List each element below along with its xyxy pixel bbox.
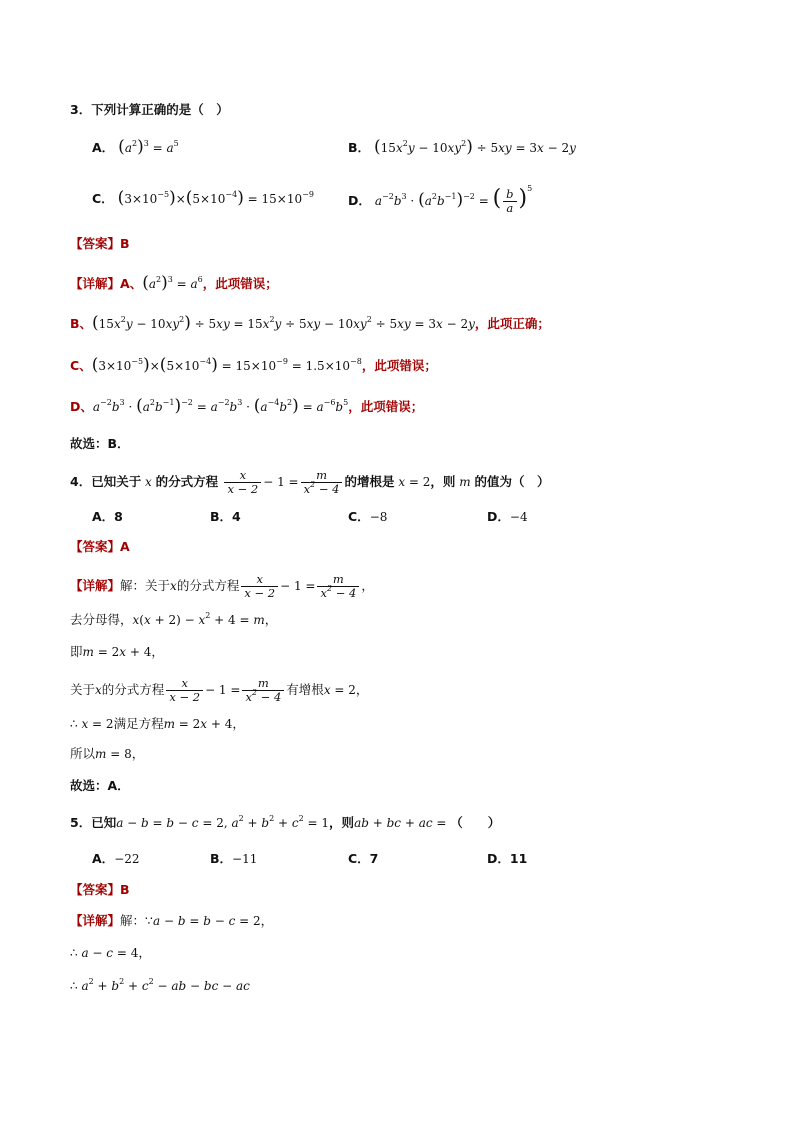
q3-option-d: D． $a^{-2}b^3 \cdot (a^2b^{-1})^{-2}$ = ( $\frac{b}{a}$ )$^5$ [348, 184, 533, 215]
q4-step-3: 关于x的分式方程 $\frac{x}{x - 2}$ − 1 = $\frac{m}{x^2 - 4}$ 有增根x = 2， [70, 676, 369, 704]
q4-stem: 4．已知关于 x 的分式方程 $\frac{x}{x - 2}$ − 1 = $\frac{m}{x^2 - 4}$ 的增根是 x = 2，则 m 的值为（ ） [70, 468, 550, 496]
q3-option-d-formula: $a^{-2}b^3 \cdot (a^2b^{-1})^{-2}$ = ( $\frac{b}{a}$ )$^5$ [374, 184, 533, 215]
q3-option-a-formula: $(a^2)^3 = a^5$ [118, 137, 179, 157]
q5-option-d: D．11 [487, 851, 528, 866]
q4-step-5: 所以m = 8， [70, 746, 145, 761]
q3-explain-b-formula: $(15x^2y - 10xy^2) \div 5xy = 15x^2y \div 5xy - 10xy^2 \div 5xy = 3x - 2y$ [92, 313, 475, 333]
q3-explain-b: B、$(15x^2y - 10xy^2) \div 5xy = 15x^2y \div 5xy - 10xy^2 \div 5xy = 3x - 2y$，此项正确； [70, 313, 550, 333]
q4-step-2: 即m = 2x + 4， [70, 644, 164, 659]
q4-option-c: C．−8 [348, 509, 388, 524]
q3-option-b: B． $(15x^2y - 10xy^2) \div 5xy = 3x - 2y$ [348, 137, 576, 157]
q5-stem: 5．已知a − b = b − c = 2, $a^2 + b^2 + c^2 = 1$，则ab + bc + ac = （ ） [70, 814, 501, 830]
q4-option-d: D．−4 [487, 509, 528, 524]
q3-option-c-formula: $(3\times 10^{-5})\times(5\times 10^{-4}) = 15\times 10^{-9}$ [117, 188, 314, 208]
q5-explain-1: 【详解】解：∵a − b = b − c = 2， [70, 913, 274, 928]
q3-explain-d: D、$a^{-2}b^3 \cdot (a^2b^{-1})^{-2} = a^{-2}b^3 \cdot (a^{-4}b^2) = a^{-6}b^5$，此项错误； [70, 396, 424, 416]
q5-option-b: B．−11 [210, 851, 258, 866]
q3-explain-c: C、$(3\times 10^{-5})\times(5\times 10^{-4}) = 15\times 10^{-9} = 1.5\times 10^{-8}$，此项错误； [70, 355, 437, 375]
q3-option-b-formula: $(15x^2y - 10xy^2) \div 5xy = 3x - 2y$ [374, 137, 576, 157]
q3-option-c: C． $(3\times 10^{-5})\times(5\times 10^{-4}) = 15\times 10^{-9}$ [92, 188, 314, 208]
q3-explain-c-formula: $(3\times 10^{-5})\times(5\times 10^{-4}) = 15\times 10^{-9} = 1.5\times 10^{-8}$ [91, 355, 362, 375]
q3-choose: 故选：B． [70, 436, 130, 451]
q5-option-c: C．7 [348, 851, 379, 866]
q4-step-1: 去分母得，$x(x + 2) - x^2 + 4 = m$， [70, 611, 278, 627]
q5-step-1: ∴ a − c = 4， [70, 945, 151, 960]
q4-fraction-x: $\frac{x}{x - 2}$ [224, 469, 261, 496]
q4-choose: 故选：A． [70, 778, 130, 793]
q4-answer: 【答案】A [70, 539, 130, 554]
q3-option-a: A． $(a^2)^3 = a^5$ [92, 137, 179, 157]
q4-option-a: A．8 [92, 509, 123, 524]
q5-answer: 【答案】B [70, 882, 130, 897]
q3-stem: 3．下列计算正确的是（ ） [70, 102, 229, 117]
q3-explain-d-formula: $a^{-2}b^3 \cdot (a^2b^{-1})^{-2} = a^{-2}b^3 \cdot (a^{-4}b^2) = a^{-6}b^5$ [92, 396, 349, 416]
q3-answer: 【答案】B [70, 236, 130, 251]
q4-fraction-m: $\frac{m}{x^2 - 4}$ [301, 469, 343, 496]
q5-step-2: ∴ $a^2 + b^2 + c^2$ − ab − bc − ac [70, 977, 250, 993]
q3-explain-a-formula: $(a^2)^3 = a^6$ [142, 273, 203, 293]
q3-explain-a: 【详解】A、$(a^2)^3 = a^6$，此项错误； [70, 273, 278, 293]
q4-explain-1: 【详解】解：关于x的分式方程 $\frac{x}{x - 2}$ − 1 = $\frac{m}{x^2 - 4}$ ， [70, 572, 374, 600]
q4-step-4: ∴ x = 2满足方程m = 2x + 4， [70, 716, 245, 731]
q4-option-b: B．4 [210, 509, 241, 524]
q5-option-a: A．−22 [92, 851, 140, 866]
